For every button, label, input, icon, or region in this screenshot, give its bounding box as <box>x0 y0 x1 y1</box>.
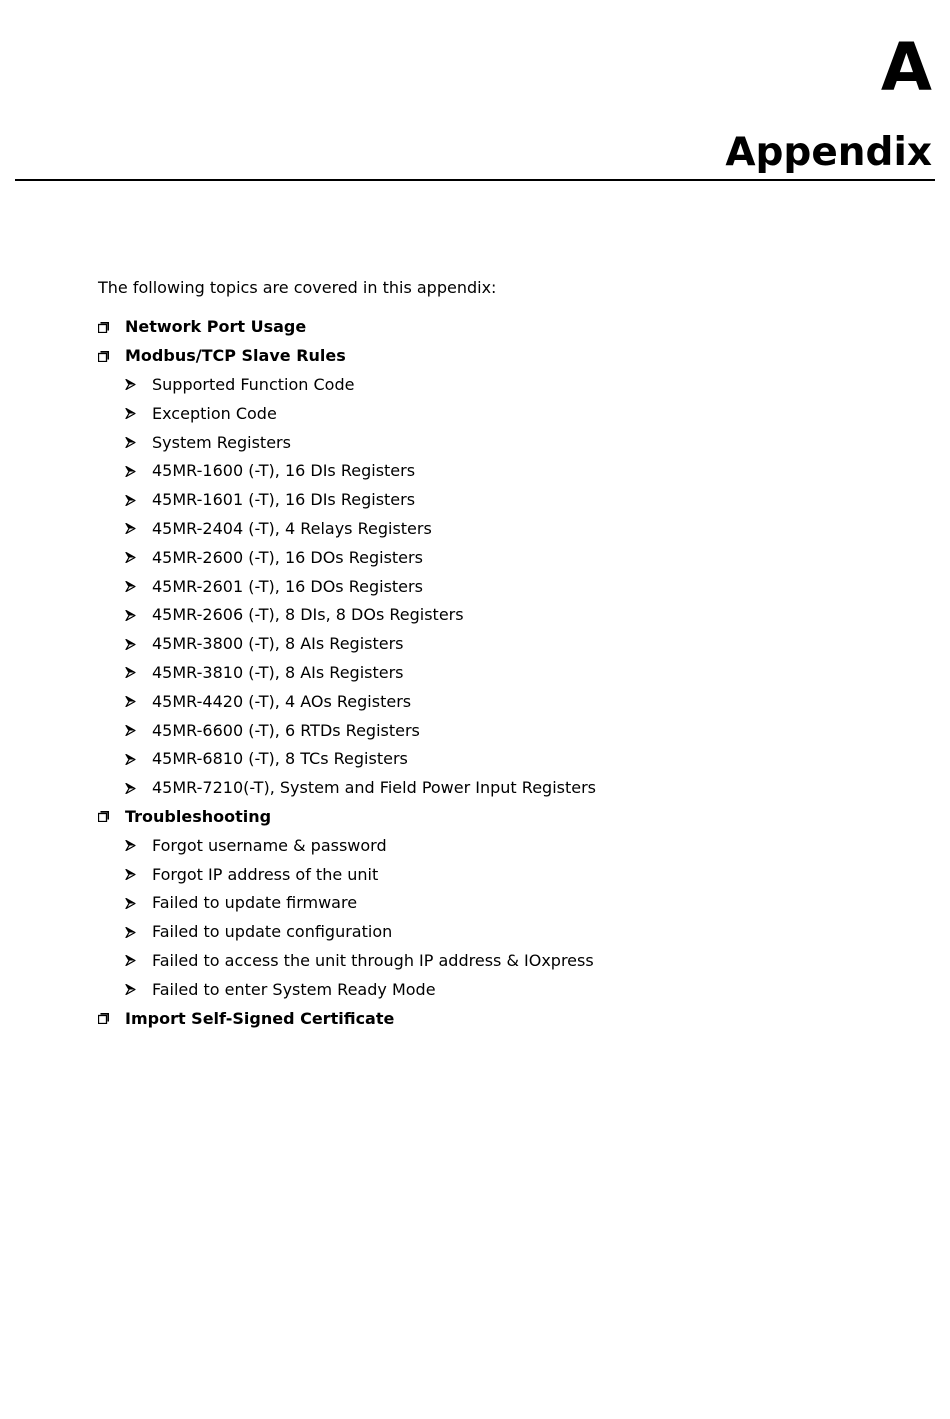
chapter-letter: A <box>880 29 932 106</box>
arrow-bullet-icon <box>125 898 136 909</box>
arrow-bullet-icon <box>125 379 136 390</box>
subtopic-label: Forgot IP address of the unit <box>152 864 379 884</box>
chapter-title: Appendix <box>725 130 932 175</box>
arrow-bullet-icon <box>125 495 136 506</box>
arrow-bullet-icon <box>125 523 136 534</box>
checkbox-square-icon <box>98 351 109 362</box>
subtopic-item <box>125 745 858 774</box>
subtopic-item <box>125 428 858 457</box>
subtopic-label: 45MR-1601 (-T), 16 DIs Registers <box>152 490 416 510</box>
topic-list <box>98 313 858 1033</box>
arrow-bullet-icon <box>125 408 136 419</box>
topic-label: Network Port Usage <box>125 317 307 337</box>
subtopic-label: 45MR-3810 (-T), 8 AIs Registers <box>152 662 404 682</box>
subtopic-label: 45MR-1600 (-T), 16 DIs Registers <box>152 461 416 481</box>
arrow-bullet-icon <box>125 754 136 765</box>
subtopic-item <box>125 860 858 889</box>
arrow-bullet-icon <box>125 869 136 880</box>
topic-label: Modbus/TCP Slave Rules <box>125 346 346 366</box>
topic-heading <box>98 1004 858 1033</box>
subtopic-label: 45MR-6600 (-T), 6 RTDs Registers <box>152 720 420 740</box>
subtopic-label: 45MR-2601 (-T), 16 DOs Registers <box>152 576 423 596</box>
arrow-bullet-icon <box>125 696 136 707</box>
subtopic-list <box>98 831 858 1004</box>
subtopic-item <box>125 399 858 428</box>
subtopic-label: 45MR-6810 (-T), 8 TCs Registers <box>152 749 408 769</box>
subtopic-item <box>125 687 858 716</box>
subtopic-label: 45MR-2600 (-T), 16 DOs Registers <box>152 547 423 567</box>
arrow-bullet-icon <box>125 552 136 563</box>
subtopic-label: 45MR-4420 (-T), 4 AOs Registers <box>152 691 412 711</box>
subtopic-label: 45MR-2404 (-T), 4 Relays Registers <box>152 518 432 538</box>
subtopic-label: 45MR-7210(-T), System and Field Power Input Registers <box>152 778 596 798</box>
subtopic-label: Failed to update firmware <box>152 893 358 913</box>
arrow-bullet-icon <box>125 955 136 966</box>
arrow-bullet-icon <box>125 667 136 678</box>
subtopic-label: Failed to access the unit through IP address & IOxpress <box>152 950 594 970</box>
checkbox-square-icon <box>98 322 109 333</box>
topic-label: Import Self-Signed Certificate <box>125 1008 395 1028</box>
subtopic-label: System Registers <box>152 432 291 452</box>
topic-label: Troubleshooting <box>125 806 272 826</box>
subtopic-item <box>125 774 858 803</box>
subtopic-label: 45MR-2606 (-T), 8 DIs, 8 DOs Registers <box>152 605 464 625</box>
intro-text: The following topics are covered in this appendix: <box>98 278 497 297</box>
subtopic-item <box>125 371 858 400</box>
arrow-bullet-icon <box>125 437 136 448</box>
arrow-bullet-icon <box>125 639 136 650</box>
arrow-bullet-icon <box>125 610 136 621</box>
arrow-bullet-icon <box>125 984 136 995</box>
arrow-bullet-icon <box>125 466 136 477</box>
subtopic-item <box>125 486 858 515</box>
topic-item <box>98 803 858 1005</box>
subtopic-label: Failed to enter System Ready Mode <box>152 979 436 999</box>
subtopic-item <box>125 716 858 745</box>
subtopic-item <box>125 889 858 918</box>
subtopic-item <box>125 515 858 544</box>
subtopic-label: Exception Code <box>152 403 277 423</box>
title-divider <box>15 179 935 181</box>
arrow-bullet-icon <box>125 581 136 592</box>
topic-heading <box>98 313 858 342</box>
subtopic-item <box>125 947 858 976</box>
checkbox-square-icon <box>98 1013 109 1024</box>
subtopic-item <box>125 457 858 486</box>
arrow-bullet-icon <box>125 725 136 736</box>
subtopic-label: Supported Function Code <box>152 374 355 394</box>
topic-item <box>98 342 858 803</box>
arrow-bullet-icon <box>125 840 136 851</box>
subtopic-item <box>125 601 858 630</box>
arrow-bullet-icon <box>125 927 136 938</box>
subtopic-item <box>125 659 858 688</box>
subtopic-item <box>125 630 858 659</box>
subtopic-label: Forgot username & password <box>152 835 387 855</box>
arrow-bullet-icon <box>125 783 136 794</box>
checkbox-square-icon <box>98 811 109 822</box>
topic-item <box>98 313 858 342</box>
subtopic-item <box>125 975 858 1004</box>
subtopic-item <box>125 918 858 947</box>
subtopic-label: Failed to update configuration <box>152 922 393 942</box>
topic-item <box>98 1004 858 1033</box>
subtopic-label: 45MR-3800 (-T), 8 AIs Registers <box>152 634 404 654</box>
subtopic-item <box>125 831 858 860</box>
topic-heading <box>98 342 858 371</box>
subtopic-item <box>125 572 858 601</box>
topic-heading <box>98 803 858 832</box>
subtopic-item <box>125 543 858 572</box>
subtopic-list <box>98 371 858 803</box>
